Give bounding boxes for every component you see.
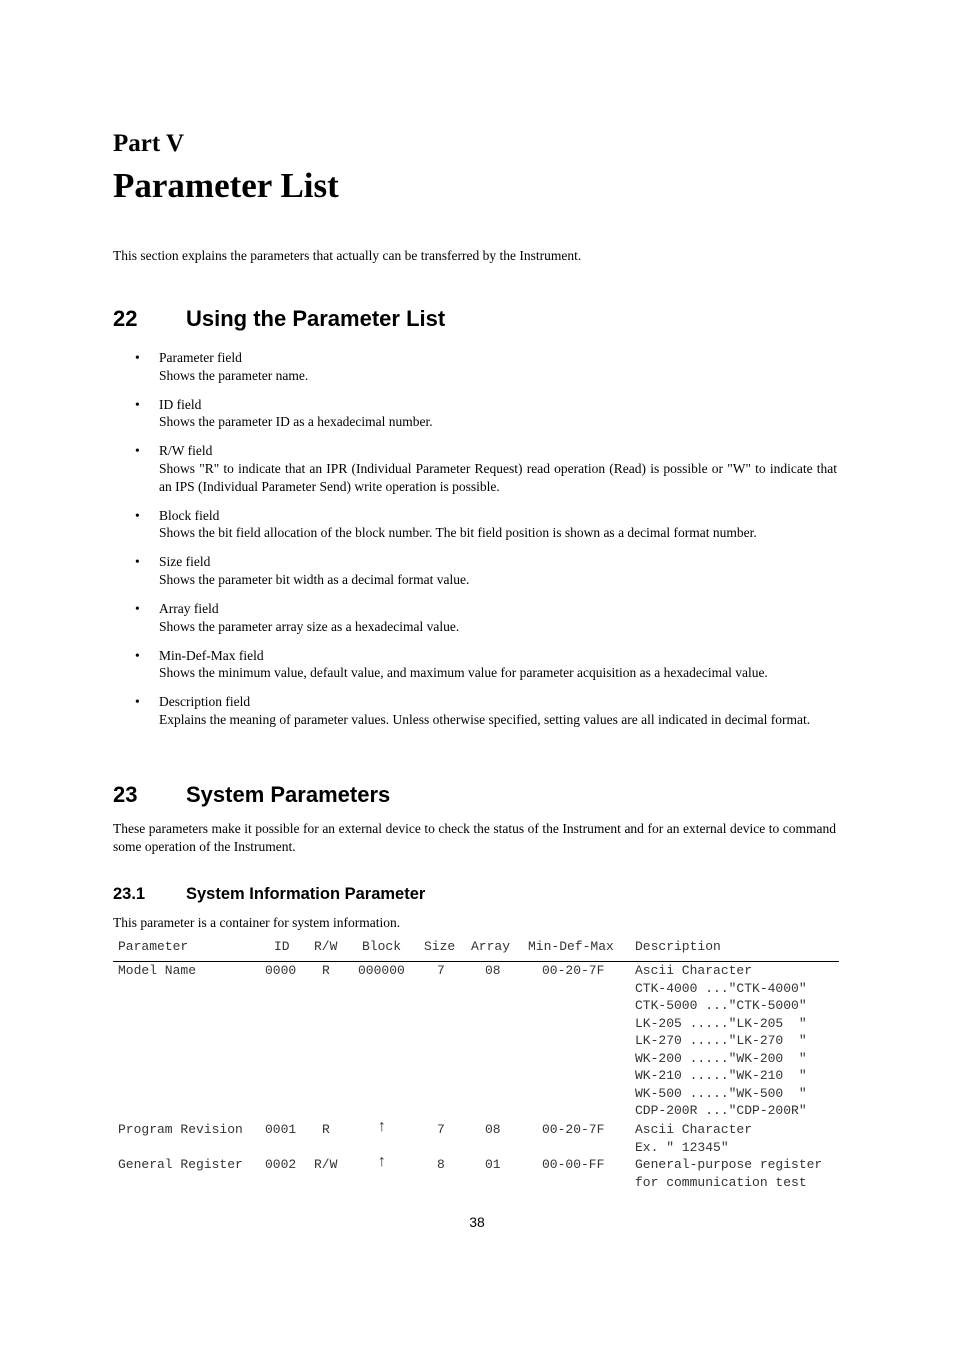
bullet-item [135, 507, 837, 542]
cell-array: 08 [485, 963, 501, 978]
cell-description-line: WK-200 ....."WK-200 " [635, 1050, 807, 1066]
bullet-item [135, 396, 837, 431]
cell-block-up-arrow-icon: ↑ [377, 1118, 387, 1136]
cell-description-line: CDP-200R ..."CDP-200R" [635, 1103, 807, 1118]
intro-paragraph: This section explains the parameters that actually can be transferred by the Instrument. [113, 248, 582, 263]
col-header-parameter: Parameter [118, 939, 189, 954]
section-title: System Parameters [186, 782, 391, 807]
bullet-text: Shows "R" to indicate that an IPR (Individual Parameter Request) read operation (Read) is possible or "W" to indicate that an IPS (Individual Parameter Send) write operation is possible. [159, 460, 837, 494]
cell-rw: R [322, 963, 330, 978]
cell-id: 0001 [265, 1122, 297, 1137]
col-header-rw: R/W [314, 939, 338, 954]
cell-description-line: CTK-5000 ..."CTK-5000" [635, 998, 807, 1013]
bullet-item [135, 693, 837, 728]
bullet-title: R/W field [159, 443, 213, 459]
section-23-heading [113, 782, 390, 808]
cell-array: 08 [485, 1122, 501, 1137]
part-title: Parameter List [113, 166, 339, 205]
cell-description-line: General-purpose register [635, 1157, 823, 1172]
section-23-1-heading [113, 885, 425, 904]
table-header-rule [113, 961, 839, 962]
table-row [0, 1118, 954, 1158]
cell-parameter: Program Revision [118, 1122, 243, 1137]
cell-description-line: LK-270 ....."LK-270 " [635, 1033, 807, 1048]
bullet-title: Block field [159, 507, 220, 523]
subsection-title: System Information Parameter [186, 885, 426, 903]
section-23-paragraph: These parameters make it possible for an external device to check the status of the Instrument and for an external device to command some operation of the Instrument. [113, 821, 836, 854]
bullet-icon: • [135, 443, 140, 459]
bullet-icon: • [135, 350, 140, 365]
section-number: 23 [113, 782, 138, 807]
subsection-number: 23.1 [113, 885, 146, 903]
bullet-text: Shows the parameter name. [159, 367, 309, 383]
bullet-item [135, 442, 837, 495]
cell-description-line: for communication test [635, 1174, 807, 1190]
cell-id: 0000 [265, 963, 297, 978]
bullet-title: Parameter field [159, 350, 242, 365]
cell-array: 01 [485, 1157, 501, 1172]
bullet-item [135, 647, 837, 682]
bullet-icon: • [135, 647, 140, 663]
col-header-block: Block [362, 939, 402, 954]
bullet-text: Shows the bit field allocation of the block number. The bit field position is shown as a decimal format number. [159, 525, 757, 541]
cell-description-line: WK-210 ....."WK-210 " [635, 1068, 807, 1083]
bullet-title: Description field [159, 694, 251, 710]
cell-rw: R/W [314, 1157, 338, 1172]
bullet-item [135, 600, 837, 635]
section-23-1-paragraph: This parameter is a container for system information. [113, 915, 401, 930]
cell-block: 000000 [358, 963, 405, 978]
col-header-array: Array [471, 939, 511, 954]
bullet-text: Shows the minimum value, default value, and maximum value for parameter acquisition as a hexadecimal value. [159, 665, 768, 681]
cell-parameter: General Register [118, 1157, 243, 1172]
cell-size: 7 [437, 963, 445, 978]
bullet-title: Size field [159, 554, 211, 570]
cell-description-line: CTK-4000 ..."CTK-4000" [635, 980, 807, 996]
section-number: 22 [113, 306, 138, 331]
section-22-heading [113, 306, 445, 332]
bullet-icon: • [135, 694, 140, 710]
bullet-icon: • [135, 396, 140, 412]
table-row [0, 963, 954, 1123]
cell-min-def-max: 00-00-FF [542, 1157, 605, 1172]
part-label: Part V [113, 130, 185, 157]
page-number: 38 [469, 1214, 485, 1230]
cell-description-line: WK-500 ....."WK-500 " [635, 1085, 807, 1101]
bullet-text: Shows the parameter ID as a hexadecimal number. [159, 414, 433, 430]
cell-min-def-max: 00-20-7F [542, 1122, 605, 1137]
bullet-item [135, 349, 837, 384]
col-header-description: Description [635, 939, 721, 954]
cell-size: 7 [437, 1122, 445, 1137]
table-header [0, 939, 954, 959]
col-header-id: ID [274, 939, 290, 954]
bullet-text: Explains the meaning of parameter values. Unless otherwise specified, setting values are all indicated in decimal format. [159, 712, 811, 727]
bullet-icon: • [135, 507, 140, 523]
table-row [0, 1153, 954, 1193]
cell-id: 0002 [265, 1157, 297, 1172]
cell-parameter: Model Name [118, 963, 197, 978]
bullet-title: Min-Def-Max field [159, 647, 264, 663]
bullet-title: ID field [159, 396, 202, 412]
cell-description-line: Ex. " 12345" [635, 1139, 729, 1155]
cell-block-up-arrow-icon: ↑ [377, 1153, 387, 1171]
bullet-title: Array field [159, 601, 219, 617]
bullet-icon: • [135, 601, 140, 617]
bullet-icon: • [135, 554, 140, 570]
bullet-text: Shows the parameter array size as a hexadecimal value. [159, 618, 460, 634]
col-header-size: Size [424, 939, 456, 954]
bullet-item [135, 553, 837, 588]
cell-description-line: Ascii Character [635, 1122, 753, 1137]
col-header-min-def-max: Min-Def-Max [528, 939, 614, 954]
cell-description-line: LK-205 ....."LK-205 " [635, 1015, 807, 1031]
cell-min-def-max: 00-20-7F [542, 963, 605, 978]
cell-description-line: Ascii Character [635, 963, 753, 978]
section-title: Using the Parameter List [186, 306, 446, 331]
cell-rw: R [322, 1122, 330, 1137]
field-bullet-list [135, 349, 837, 740]
bullet-text: Shows the parameter bit width as a decimal format value. [159, 571, 470, 587]
cell-size: 8 [437, 1157, 445, 1172]
